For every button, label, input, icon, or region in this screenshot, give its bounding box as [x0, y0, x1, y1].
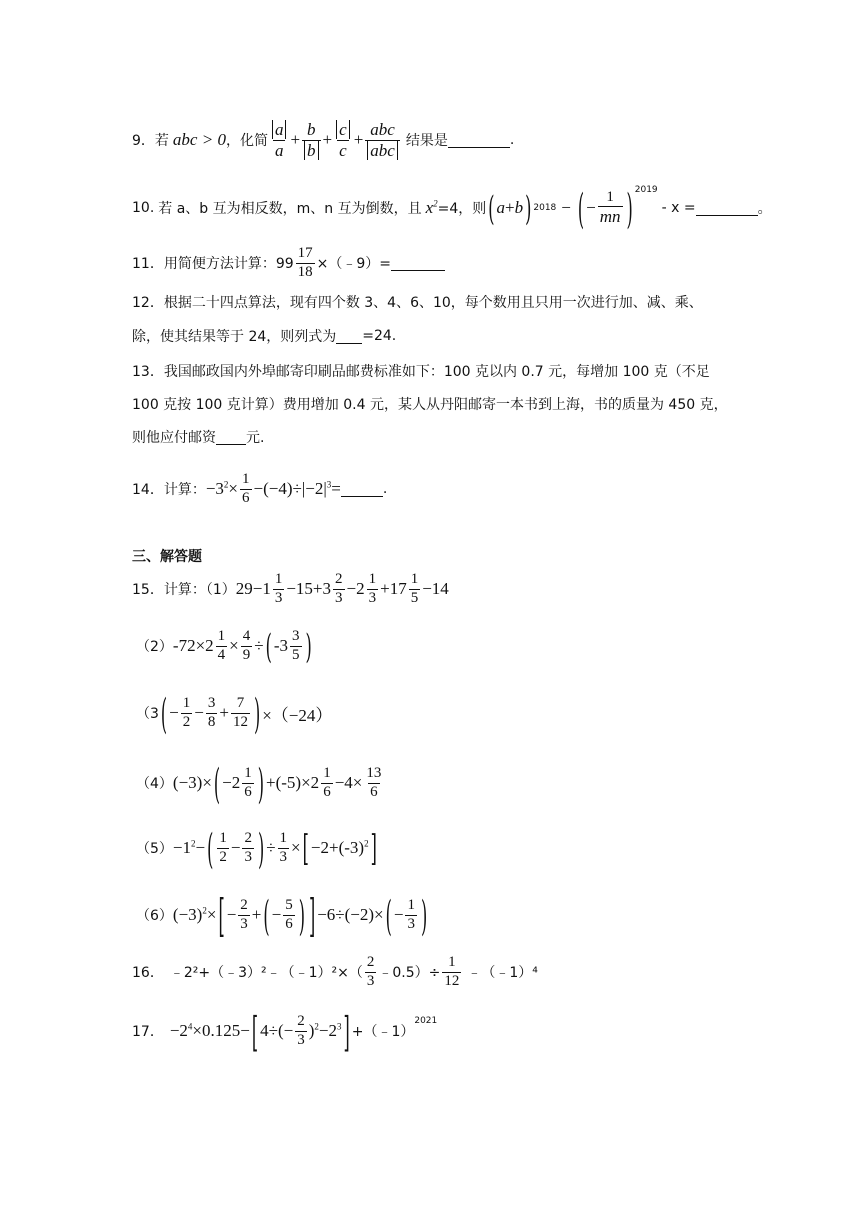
q10-answer-blank[interactable] — [696, 201, 758, 216]
q9-condition: abc > 0 — [172, 130, 226, 149]
question-16: 16． ﹣2²+（﹣3）²﹣（﹣1）²×（ $\frac{2}{3}$ ﹣0.5）÷ $\frac{1}{12}$ ﹣（﹣1）⁴ — [132, 954, 538, 989]
q14-number: 14． — [132, 482, 164, 498]
question-15-part-2: （2） -72×2 $\frac{1}{4}$ × $\frac{4}{9}$ ÷ ( -3 $\frac{3}{5}$ ) — [136, 626, 312, 666]
question-15-part-6: （6） $(-3)^2\times$ [ − $\frac{2}{3}$ + ( − $\frac{5}{6}$ ) ] −6÷(−2)× ( − $\frac{1}{3}$ ) — [136, 888, 428, 942]
question-9: 9． 若 abc > 0 ，化简 $\frac{a}{a}$ + $\frac{b}{b}$ + $\frac{c}{c}$ + $\frac{\text{abc}}{\text{abc}}$ 结果是 . — [132, 119, 515, 160]
q15-p5-label: （5） — [136, 841, 173, 857]
q13-answer-blank[interactable] — [216, 430, 246, 445]
question-15-part-5: （5） $-1^2-$ ( $\frac{1}{2}$ − $\frac{2}{3}$ ) ÷ $\frac{1}{3}$ × [ $-2+(-3)^2$ ] — [136, 823, 377, 873]
question-14: 14． 计算： $-3^2\times$ $\frac{1}{6}$ $-(-4)\div|-2|^3=$ . — [132, 471, 388, 506]
q9-mid: ，化简 — [225, 133, 268, 149]
q11-answer-blank[interactable] — [391, 256, 445, 271]
q9-term-b: $\frac{b}{b}$ — [302, 120, 321, 160]
q17-end: +（﹣1） — [351, 1024, 415, 1040]
q15-p6-label: （6） — [136, 908, 173, 924]
question-13-line2: 100 克按 100 克计算）费用增加 0.4 元，某人从丹阳邮寄一本书到上海，书的质量为 450 克， — [132, 397, 728, 413]
q16-text: ﹣2²+（﹣3）²﹣（﹣1）²×（ — [169, 965, 363, 981]
q15-p2-label: （2） — [136, 639, 173, 655]
q9-term-a: $\frac{a}{a}$ — [270, 120, 289, 160]
q11-text: 用简便方法计算：99 — [163, 256, 294, 272]
q10-text3: - x = — [661, 200, 696, 216]
section-title: 三、解答题 — [132, 549, 202, 565]
q10-x2: $x^2$ — [425, 198, 438, 217]
q11-number: 11． — [132, 256, 164, 272]
q15-p4-label: （4） — [136, 776, 173, 792]
q15-p3-label: （3 — [136, 706, 159, 722]
q16-end: ﹣（﹣1）⁴ — [467, 965, 538, 981]
q15-lead: 计算：（1） — [163, 582, 236, 598]
q9-number: 9． — [132, 133, 155, 149]
question-15-part-4: （4） (−3)× ( −2 $\frac{1}{6}$ ) +(-5)×2 $\frac{1}{6}$ −4× $\frac{13}{6}$ — [136, 758, 382, 808]
question-11 — [132, 242, 445, 284]
q14-end: . — [382, 481, 388, 497]
q10-frac: $\frac{1}{mn}$ — [599, 189, 621, 227]
question-17: 17． $-2^4\times 0.125-$ [ 4÷(− $\frac{2}{3}$ )$^2-2^3$ ] +（﹣1） $^{2021}$ — [132, 1006, 438, 1056]
q9-term-abc: $\frac{\text{abc}}{\text{abc}}$ — [365, 120, 400, 160]
question-13-line3 — [132, 427, 264, 447]
question-12-line2 — [132, 326, 396, 346]
q9-post: 结果是 — [405, 133, 448, 149]
q14-answer-blank[interactable] — [341, 482, 383, 497]
q12-line2a: 除，使其结果等于 24，则列式为 — [132, 329, 337, 345]
q11-frac: $\frac{17}{18}$ — [297, 245, 313, 280]
q10-exp1: 2018 — [533, 203, 557, 213]
q16-number: 16． — [132, 965, 164, 981]
q11-text2: ×（﹣9）= — [316, 256, 392, 272]
question-15-part-1: 15． 计算：（1） 29−1 $\frac{1}{3}$ −15+3 $\frac{2}{3}$ −2 $\frac{1}{3}$ +17 $\frac{1}{5}$ −14 — [132, 571, 449, 606]
q15-number: 15． — [132, 582, 164, 598]
question-13-line1: 13．我国邮政国内外埠邮寄印刷品邮费标准如下：100 克以内 0.7 元，每增加 100 克（不足 — [132, 364, 710, 380]
question-15-part-3: （3 ( − $\frac{1}{2}$ − $\frac{3}{8}$ + $\frac{7}{12}$ ) ×（−24） — [136, 688, 333, 738]
q10-number: 10. — [132, 200, 155, 216]
q10-exp2: 2019 — [634, 185, 658, 195]
question-10: 10. 若 a、b 互为相反数，m、n 互为倒数，且 $x^2$ =4，则 ( a + b ) 2018 − ( − $\frac{1}{mn}$ ) $^{2019}$ - x = 。 — [132, 183, 772, 233]
question-12-line1: 12．根据二十四点算法，现有四个数 3、4、6、10，每个数用且只用一次进行加、减、乘、 — [132, 295, 703, 311]
q10-end: 。 — [757, 201, 772, 217]
q10-text2: =4，则 — [437, 201, 487, 217]
q16-mid: ﹣0.5）÷ — [378, 965, 441, 981]
q17-exp: 2021 — [414, 1016, 438, 1026]
q10-text1: 若 a、b 互为相反数，m、n 互为倒数，且 — [158, 201, 422, 217]
q13-line3b: 元. — [246, 430, 265, 446]
q9-answer-blank[interactable] — [448, 133, 510, 148]
q9-term-c: $\frac{c}{c}$ — [334, 120, 352, 160]
q12-line2b: =24. — [362, 328, 397, 344]
q9-end: . — [509, 132, 515, 148]
q13-line3a: 则他应付邮资 — [132, 430, 216, 446]
q12-answer-blank[interactable] — [336, 329, 362, 344]
q14-text: 计算： — [163, 482, 206, 498]
q17-number: 17． — [132, 1024, 164, 1040]
q9-pre: 若 — [154, 133, 169, 149]
